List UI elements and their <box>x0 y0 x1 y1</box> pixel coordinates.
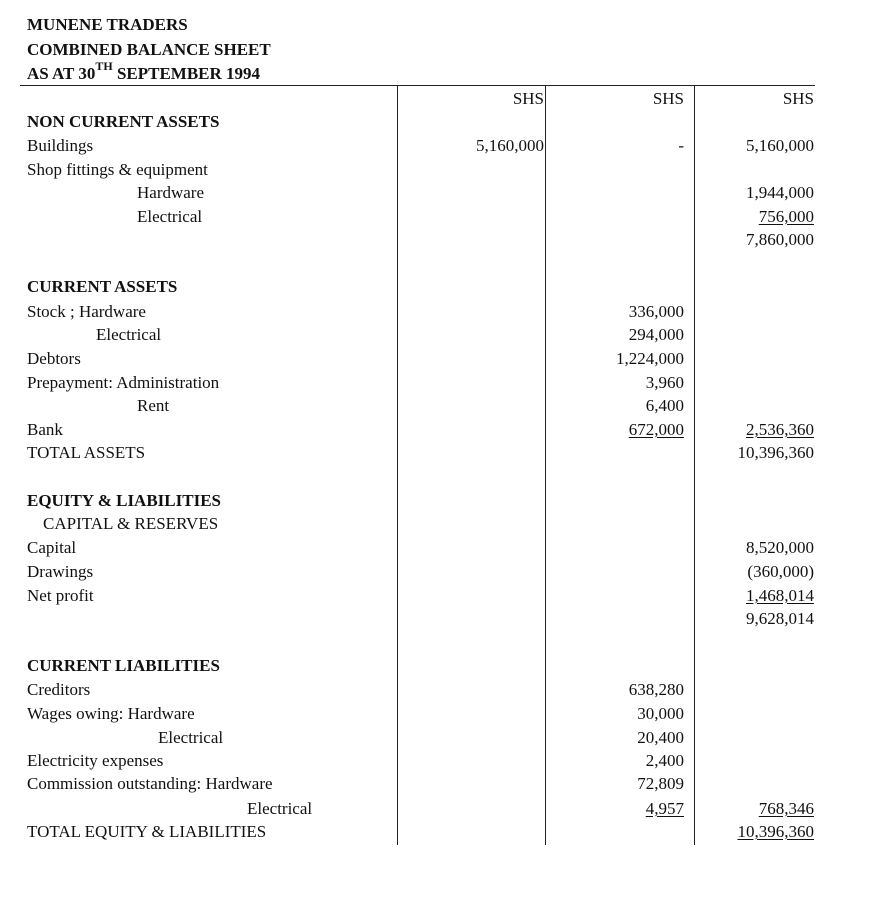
nca-total: 7,860,000 <box>746 230 814 249</box>
creditors-label: Creditors <box>27 680 91 699</box>
column-header-3: SHS <box>782 89 814 108</box>
net-profit-col3: 1,468,014 <box>746 586 814 605</box>
wages-hardware-label: Wages owing: Hardware <box>27 704 195 723</box>
net-profit-label: Net profit <box>27 586 94 605</box>
prepay-rent-col2: 6,400 <box>645 396 684 415</box>
commission-electrical-label: Electrical <box>247 799 313 818</box>
equity-total: 9,628,014 <box>746 609 814 628</box>
shop-fittings-label: Shop fittings & equipment <box>27 160 208 179</box>
column-divider-2 <box>545 85 546 845</box>
sheet-title: COMBINED BALANCE SHEET <box>27 40 271 59</box>
date-superscript: TH <box>95 59 113 74</box>
column-header-2: SHS <box>652 89 684 108</box>
wages-hardware-col2: 30,000 <box>637 704 684 723</box>
date-prefix: AS AT 30 <box>27 64 96 83</box>
prepay-rent-label: Rent <box>137 396 170 415</box>
prepay-admin-label: Prepayment: Administration <box>27 373 220 392</box>
commission-hardware-label: Commission outstanding: Hardware <box>27 774 273 793</box>
stock-hardware-col2: 336,000 <box>628 302 684 321</box>
buildings-col2: - <box>678 136 684 155</box>
capital-label: Capital <box>27 538 77 557</box>
commission-hardware-col2: 72,809 <box>637 774 684 793</box>
prepay-admin-col2: 3,960 <box>645 373 684 392</box>
buildings-col1: 5,160,000 <box>476 136 544 155</box>
commission-electrical-col2: 4,957 <box>645 799 684 818</box>
current-liabilities-heading: CURRENT LIABILITIES <box>27 656 220 675</box>
stock-electrical-label: Electrical <box>96 325 162 344</box>
date-suffix: SEPTEMBER 1994 <box>112 64 261 83</box>
bank-col3: 2,536,360 <box>746 420 814 439</box>
nca-electrical-label: Electrical <box>137 207 203 226</box>
nca-hardware-label: Hardware <box>137 183 205 202</box>
buildings-label: Buildings <box>27 136 94 155</box>
electricity-col2: 2,400 <box>645 751 684 770</box>
nca-hardware-col3: 1,944,000 <box>746 183 814 202</box>
company-name: MUNENE TRADERS <box>27 15 188 34</box>
stock-hardware-label: Stock ; Hardware <box>27 302 146 321</box>
debtors-label: Debtors <box>27 349 81 368</box>
buildings-col3: 5,160,000 <box>746 136 814 155</box>
total-equity-liabilities-col3: 10,396,360 <box>737 822 814 841</box>
equity-liabilities-heading: EQUITY & LIABILITIES <box>27 491 221 510</box>
debtors-col2: 1,224,000 <box>616 349 684 368</box>
commission-electrical-col3: 768,346 <box>758 799 814 818</box>
column-header-1: SHS <box>512 89 544 108</box>
wages-electrical-label: Electrical <box>158 728 224 747</box>
stock-electrical-col2: 294,000 <box>628 325 684 344</box>
wages-electrical-col2: 20,400 <box>637 728 684 747</box>
bank-col2: 672,000 <box>628 420 684 439</box>
total-assets-label: TOTAL ASSETS <box>27 443 146 462</box>
nca-electrical-col3: 756,000 <box>758 207 814 226</box>
non-current-assets-heading: NON CURRENT ASSETS <box>27 112 220 131</box>
header-rule <box>20 85 815 86</box>
sheet-date <box>27 59 261 84</box>
electricity-label: Electricity expenses <box>27 751 164 770</box>
capital-reserves-subheading: CAPITAL & RESERVES <box>43 514 219 533</box>
total-assets-col3: 10,396,360 <box>737 443 814 462</box>
column-divider-1 <box>397 85 398 845</box>
capital-col3: 8,520,000 <box>746 538 814 557</box>
current-assets-heading: CURRENT ASSETS <box>27 277 178 296</box>
creditors-col2: 638,280 <box>628 680 684 699</box>
total-equity-liabilities-label: TOTAL EQUITY & LIABILITIES <box>27 822 267 841</box>
drawings-label: Drawings <box>27 562 94 581</box>
bank-label: Bank <box>27 420 63 439</box>
drawings-col3: (360,000) <box>747 562 814 581</box>
column-divider-3 <box>694 85 695 845</box>
